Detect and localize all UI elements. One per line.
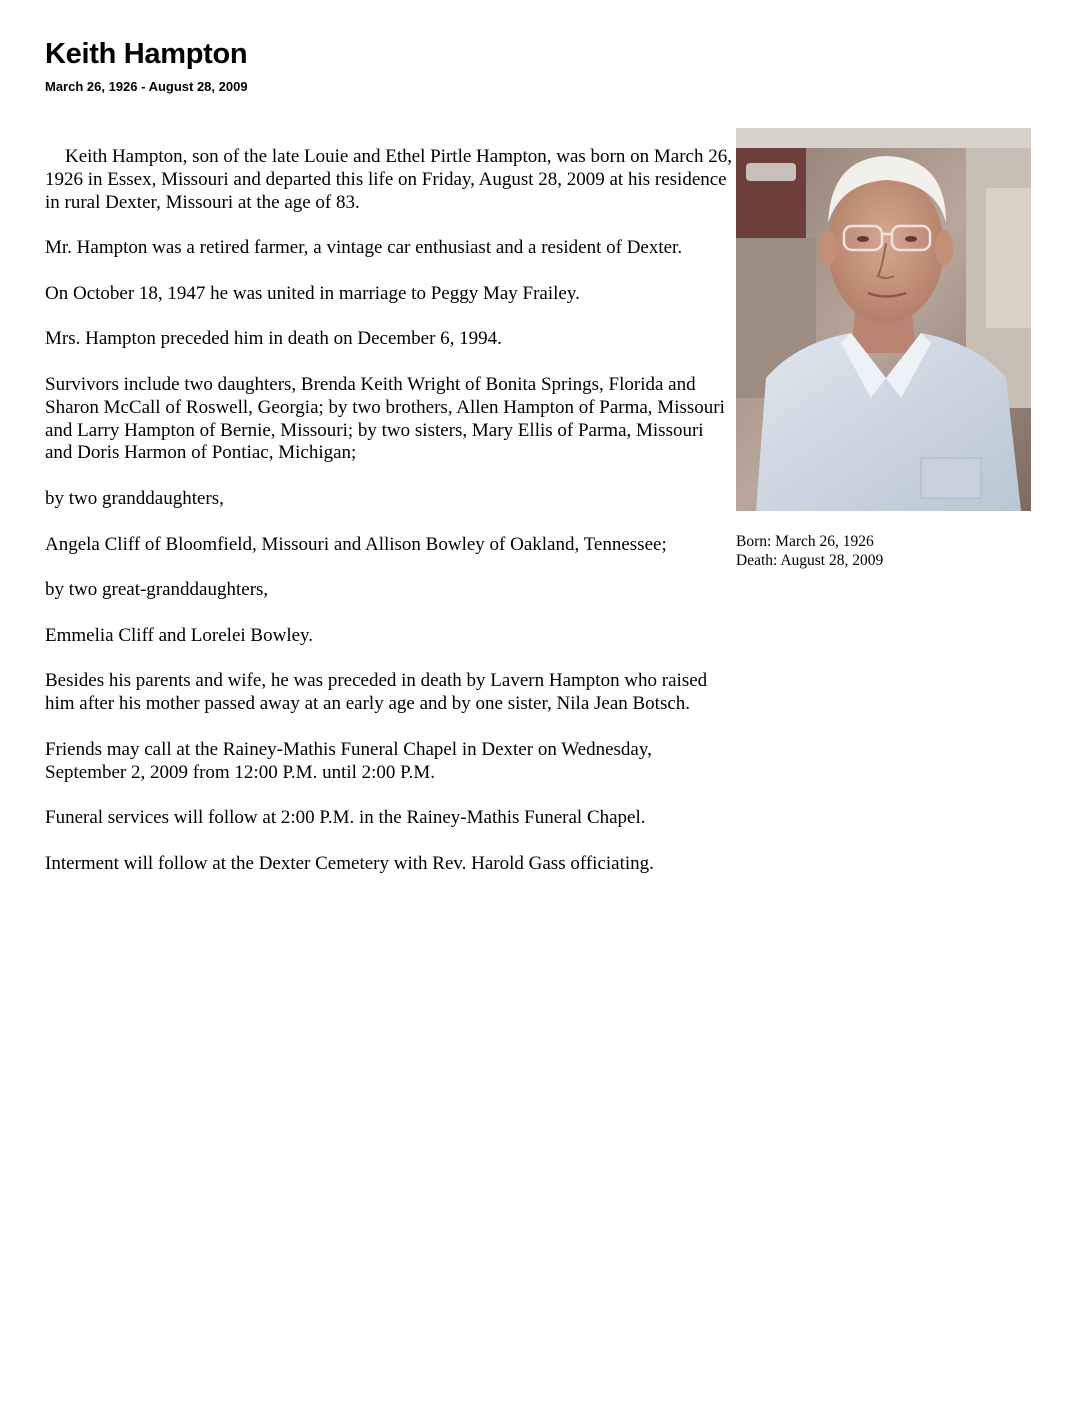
paragraph-birth: Keith Hampton, son of the late Louie and Ethel Pirtle Hampton, was born on March 26, 1926 in Essex, Missouri and departed this life on Friday, August 28, 2009 at his residence in rural Dexter, Missouri at the age of 83.	[45, 146, 732, 213]
paragraph-occupation: Mr. Hampton was a retired farmer, a vintage car enthusiast and a resident of Dexter.	[45, 237, 683, 259]
paragraph-preceded: Besides his parents and wife, he was preceded in death by Lavern Hampton who raised him after his mother passed away at an early age and by one sister, Nila Jean Botsch.	[45, 670, 708, 715]
paragraph-marriage: On October 18, 1947 he was united in marriage to Peggy May Frailey.	[45, 282, 580, 304]
paragraph-wife-death: Mrs. Hampton preceded him in death on December 6, 1994.	[45, 328, 502, 350]
paragraph-funeral: Funeral services will follow at 2:00 P.M. in the Rainey-Mathis Funeral Chapel.	[45, 807, 646, 829]
paragraph-visitation: Friends may call at the Rainey-Mathis Funeral Chapel in Dexter on Wednesday, September 2, 2009 from 12:00 P.M. until 2:00 P.M.	[45, 738, 652, 783]
paragraph-great-granddaughters: Emmelia Cliff and Lorelei Bowley.	[45, 624, 314, 646]
paragraph-interment: Interment will follow at the Dexter Cemetery with Rev. Harold Gass officiating.	[45, 852, 654, 874]
paragraph-granddaughters: Angela Cliff of Bloomfield, Missouri and Allison Bowley of Oakland, Tennessee;	[45, 533, 667, 555]
death-date: Death: August 28, 2009	[736, 552, 884, 569]
obituary-body	[45, 146, 735, 898]
born-date: Born: March 26, 1926	[736, 533, 874, 550]
portrait-photo	[736, 128, 1031, 511]
photo-caption	[736, 532, 883, 570]
paragraph-great-granddaughters-intro: by two great-granddaughters,	[45, 579, 269, 601]
paragraph-survivors: Survivors include two daughters, Brenda Keith Wright of Bonita Springs, Florida and Sharon McCall of Roswell, Georgia; by two brothers, Allen Hampton of Parma, Missouri and Larry Hampton of Bernie, Missouri; by two sisters, Mary Ellis of Parma, Missouri and Doris Harmon of Pontiac, Michigan;	[45, 373, 725, 464]
paragraph-granddaughters-intro: by two granddaughters,	[45, 487, 224, 509]
obituary-name: Keith Hampton	[45, 38, 248, 70]
life-dates: March 26, 1926 - August 28, 2009	[45, 79, 248, 94]
